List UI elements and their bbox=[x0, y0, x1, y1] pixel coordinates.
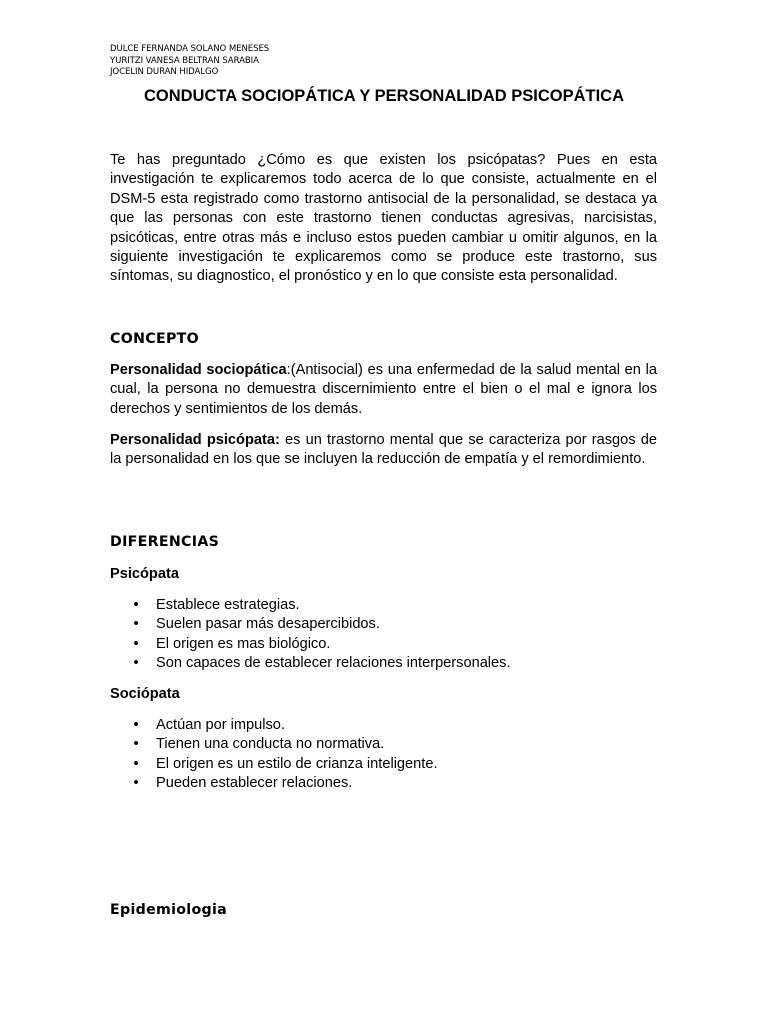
bullet-icon: • bbox=[133, 736, 139, 753]
subheading-sociopata: Sociópata bbox=[110, 686, 180, 702]
document-title: CONDUCTA SOCIOPÁTICA Y PERSONALIDAD PSICOPÁTICA bbox=[143, 87, 625, 105]
definition-term: Personalidad sociopática bbox=[110, 362, 287, 378]
list-item bbox=[110, 774, 438, 793]
bullet-icon: • bbox=[133, 655, 139, 672]
bullet-icon: • bbox=[133, 635, 139, 652]
bullet-icon: • bbox=[133, 616, 139, 633]
section-heading-diferencias: DIFERENCIAS bbox=[110, 534, 220, 550]
intro-paragraph: Te has preguntado ¿Cómo es que existen los psicópatas? Pues en esta investigación te explicaremos todo acerca de lo que consiste, actualmente en el DSM-5 esta registrado como trastorno antisocial de la personalidad, se destaca ya que las personas con este trastorno tienen conductas agresivas, narcisistas, psicóticas, entre otras más e incluso estos pueden cambiar u omitir algunos, en la siguiente investigación te explicaremos como se produce este trastorno, sus síntomas, su diagnostico, el pronóstico y en lo que consiste esta personalidad. bbox=[110, 152, 657, 285]
list-item-text: El origen es mas biológico. bbox=[156, 635, 331, 652]
list-item bbox=[110, 635, 511, 654]
definition-text: :(Antisocial) es una enfermedad de la salud mental en la cual, la persona no demuestra discernimiento entre el bien o el mal e ignora los derechos y sentimientos de los demás. bbox=[110, 362, 657, 417]
sociopata-list bbox=[110, 716, 438, 794]
bullet-icon: • bbox=[133, 717, 139, 733]
list-item-text: El origen es un estilo de crianza inteligente. bbox=[156, 755, 438, 772]
list-item-text: Tienen una conducta no normativa. bbox=[156, 736, 385, 753]
definition-sociopathic bbox=[110, 361, 657, 419]
author-name: YURITZI VANESA BELTRAN SARABIA bbox=[110, 55, 259, 66]
list-item-text: Son capaces de establecer relaciones interpersonales. bbox=[156, 655, 511, 672]
section-heading-concepto: CONCEPTO bbox=[110, 331, 199, 347]
list-item bbox=[110, 716, 438, 735]
list-item-text: Pueden establecer relaciones. bbox=[156, 775, 353, 792]
list-item bbox=[110, 615, 511, 634]
list-item-text: Suelen pasar más desapercibidos. bbox=[156, 616, 380, 633]
bullet-icon: • bbox=[133, 755, 139, 772]
author-name: DULCE FERNANDA SOLANO MENESES bbox=[110, 44, 270, 54]
list-item bbox=[110, 755, 438, 774]
list-item-text: Establece estrategias. bbox=[156, 597, 300, 613]
subheading-psicopata: Psicópata bbox=[110, 566, 179, 582]
list-item bbox=[110, 654, 511, 673]
bullet-icon: • bbox=[133, 775, 139, 792]
list-item-text: Actúan por impulso. bbox=[156, 717, 285, 733]
definition-psychopath bbox=[110, 431, 657, 470]
author-name: JOCELIN DURAN HIDALGO bbox=[110, 67, 219, 77]
definition-term: Personalidad psicópata: bbox=[110, 432, 280, 448]
list-item bbox=[110, 596, 511, 615]
author-list bbox=[110, 44, 269, 79]
bullet-icon: • bbox=[133, 597, 139, 613]
psicopata-list bbox=[110, 596, 511, 674]
definition-text: es un trastorno mental que se caracteriza por rasgos de la personalidad en los que se incluyen la reducción de empatía y el remordimiento. bbox=[110, 432, 657, 468]
section-heading-epidemiologia: Epidemiologia bbox=[110, 902, 227, 918]
list-item bbox=[110, 735, 438, 754]
